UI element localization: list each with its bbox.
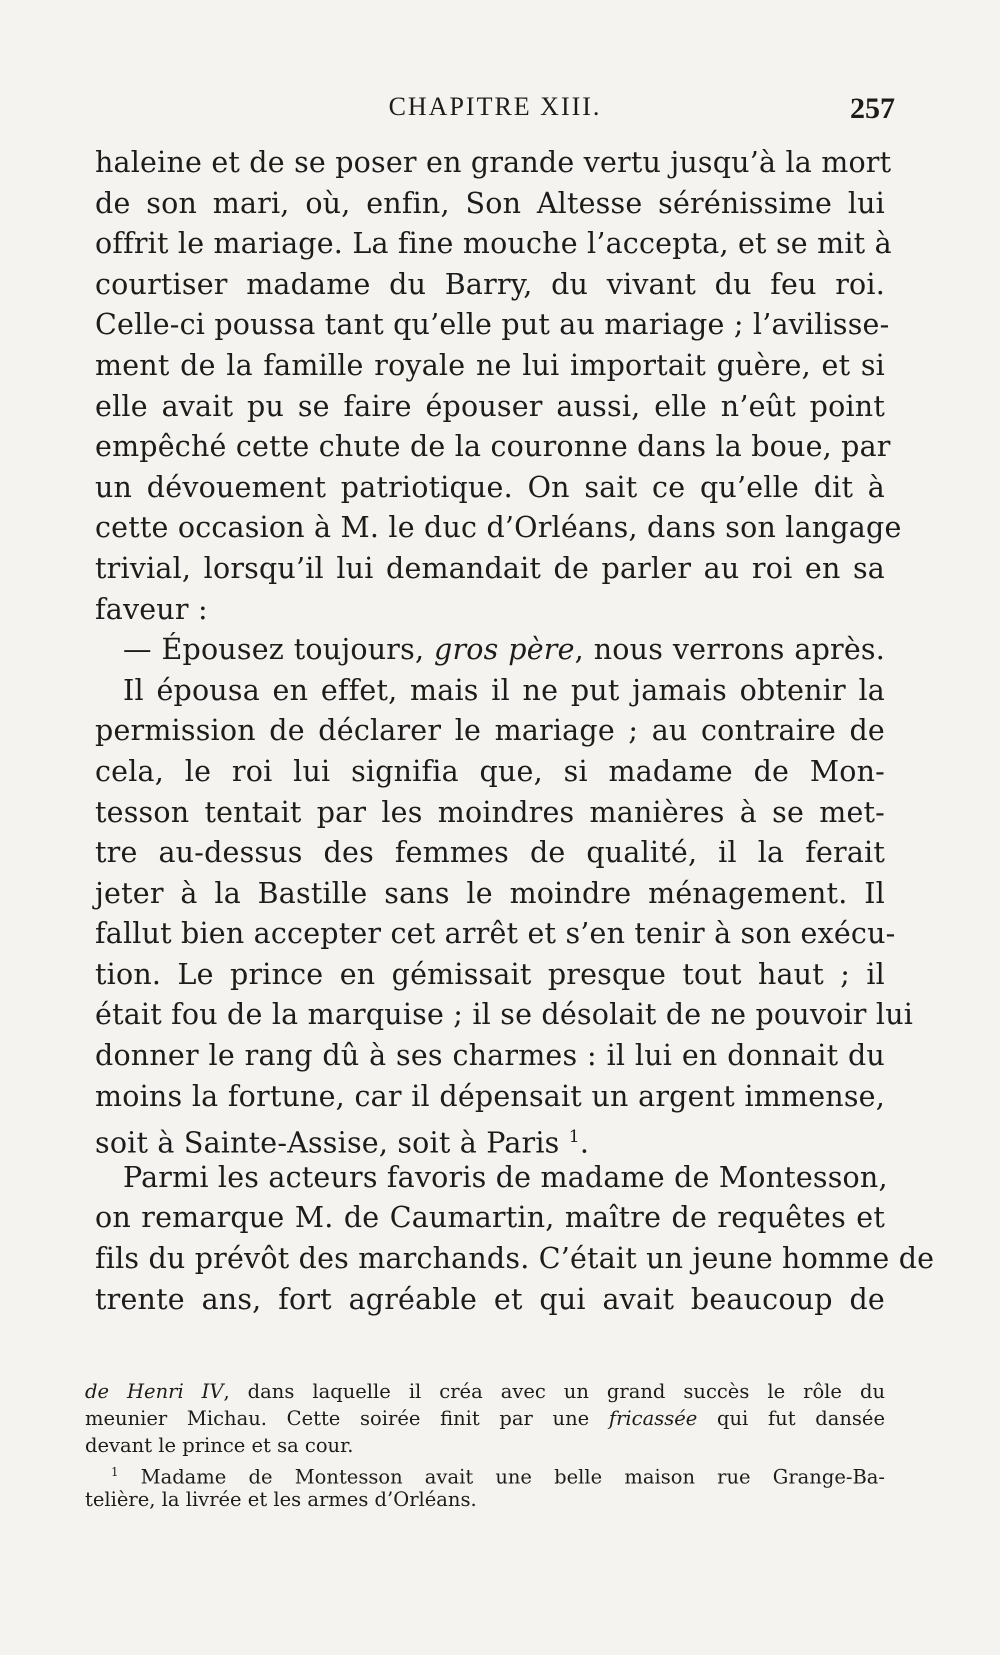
footnote-line: telière, la livrée et les armes d’Orléans. <box>85 1488 477 1511</box>
text-line: cette occasion à M. le duc d’Orléans, dans son langage <box>95 511 902 545</box>
text-line: Celle-ci poussa tant qu’elle put au mariage ; l’avilisse- <box>95 308 890 342</box>
text-line: Parmi les acteurs favoris de madame de Montesson, <box>123 1160 888 1194</box>
text-line: empêché cette chute de la couronne dans la boue, par <box>95 430 891 464</box>
footnote-line: devant le prince et sa cour. <box>85 1434 354 1457</box>
text-line: donner le rang dû à ses charmes : il lui en donnait du <box>95 1039 885 1073</box>
text-line: on remarque M. de Caumartin, maître de requêtes et <box>95 1201 885 1235</box>
footnote-line <box>85 1378 885 1405</box>
text-line: était fou de la marquise ; il se désolait de ne pouvoir lui <box>95 998 914 1032</box>
text-line: courtiser madame du Barry, du vivant du feu roi. <box>95 267 885 301</box>
footnote-reference: 1 <box>568 1127 580 1148</box>
text-line: faveur : <box>95 592 208 626</box>
footnote-text: , dans laquelle il créa avec un grand succès le rôle du <box>223 1380 886 1403</box>
text-line: un dévouement patriotique. On sait ce qu’elle dit à <box>95 470 885 504</box>
text-line: moins la fortune, car il dépensait un argent immense, <box>95 1079 885 1113</box>
text-line: Il épousa en effet, mais il ne put jamais obtenir la <box>123 673 885 707</box>
text-line: tion. Le prince en gémissait presque tout haut ; il <box>95 957 885 991</box>
footnotes <box>85 1378 885 1513</box>
footnote-text: Madame de Montesson avait une belle maison rue Grange-Ba- <box>118 1465 885 1489</box>
text-line: permission de déclarer le mariage ; au contraire de <box>95 714 885 748</box>
dialogue-text-start: — Épousez toujours, <box>123 633 435 667</box>
running-head <box>95 92 895 132</box>
italic-title: de Henri IV <box>85 1380 224 1403</box>
text-segment: soit à Sainte-Assise, soit à Paris <box>95 1126 569 1160</box>
footnote-text: meunier Michau. Cette soirée finit par une <box>85 1407 609 1430</box>
text-line: trente ans, fort agréable et qui avait beaucoup de <box>95 1282 885 1316</box>
text-line: ment de la famille royale ne lui importait guère, et si <box>95 348 885 382</box>
text-line: elle avait pu se faire épouser aussi, elle n’eût point <box>95 389 885 423</box>
text-line: haleine et de se poser en grande vertu jusqu’à la mort <box>95 146 892 179</box>
text-line: offrit le mariage. La fine mouche l’accepta, et se mit à <box>95 227 892 261</box>
text-line: jeter à la Bastille sans le moindre ménagement. Il <box>95 876 885 910</box>
text-line: tre au-dessus des femmes de qualité, il la ferait <box>95 836 885 870</box>
italic-word: fricassée <box>608 1407 698 1430</box>
dialogue-line <box>95 630 885 671</box>
text-line: fallut bien accepter cet arrêt et s’en tenir à son exécu- <box>95 917 896 951</box>
footnote-line <box>85 1405 885 1432</box>
chapter-title: CHAPITRE XIII. <box>388 92 602 121</box>
footnote-line <box>85 1459 885 1489</box>
text-line: tesson tentait par les moindres manières à se met- <box>95 795 885 829</box>
italic-phrase: gros père <box>434 633 575 667</box>
text-line: cela, le roi lui signifia que, si madame de Mon- <box>95 754 885 788</box>
text-line-with-note-ref <box>95 1117 885 1158</box>
text-line: fils du prévôt des marchands. C’était un jeune homme de <box>95 1242 935 1276</box>
text-line: de son mari, où, enfin, Son Altesse sérénissime lui <box>95 186 885 220</box>
body-text <box>95 143 935 1320</box>
dialogue-text-end: , nous verrons après. <box>574 633 885 667</box>
footnote-text: qui fut dansée <box>697 1407 885 1430</box>
text-line: trivial, lorsqu’il lui demandait de parler au roi en sa <box>95 551 885 585</box>
page-number: 257 <box>850 92 895 125</box>
text-segment: . <box>579 1126 590 1160</box>
footnote-marker: 1 <box>111 1465 119 1479</box>
